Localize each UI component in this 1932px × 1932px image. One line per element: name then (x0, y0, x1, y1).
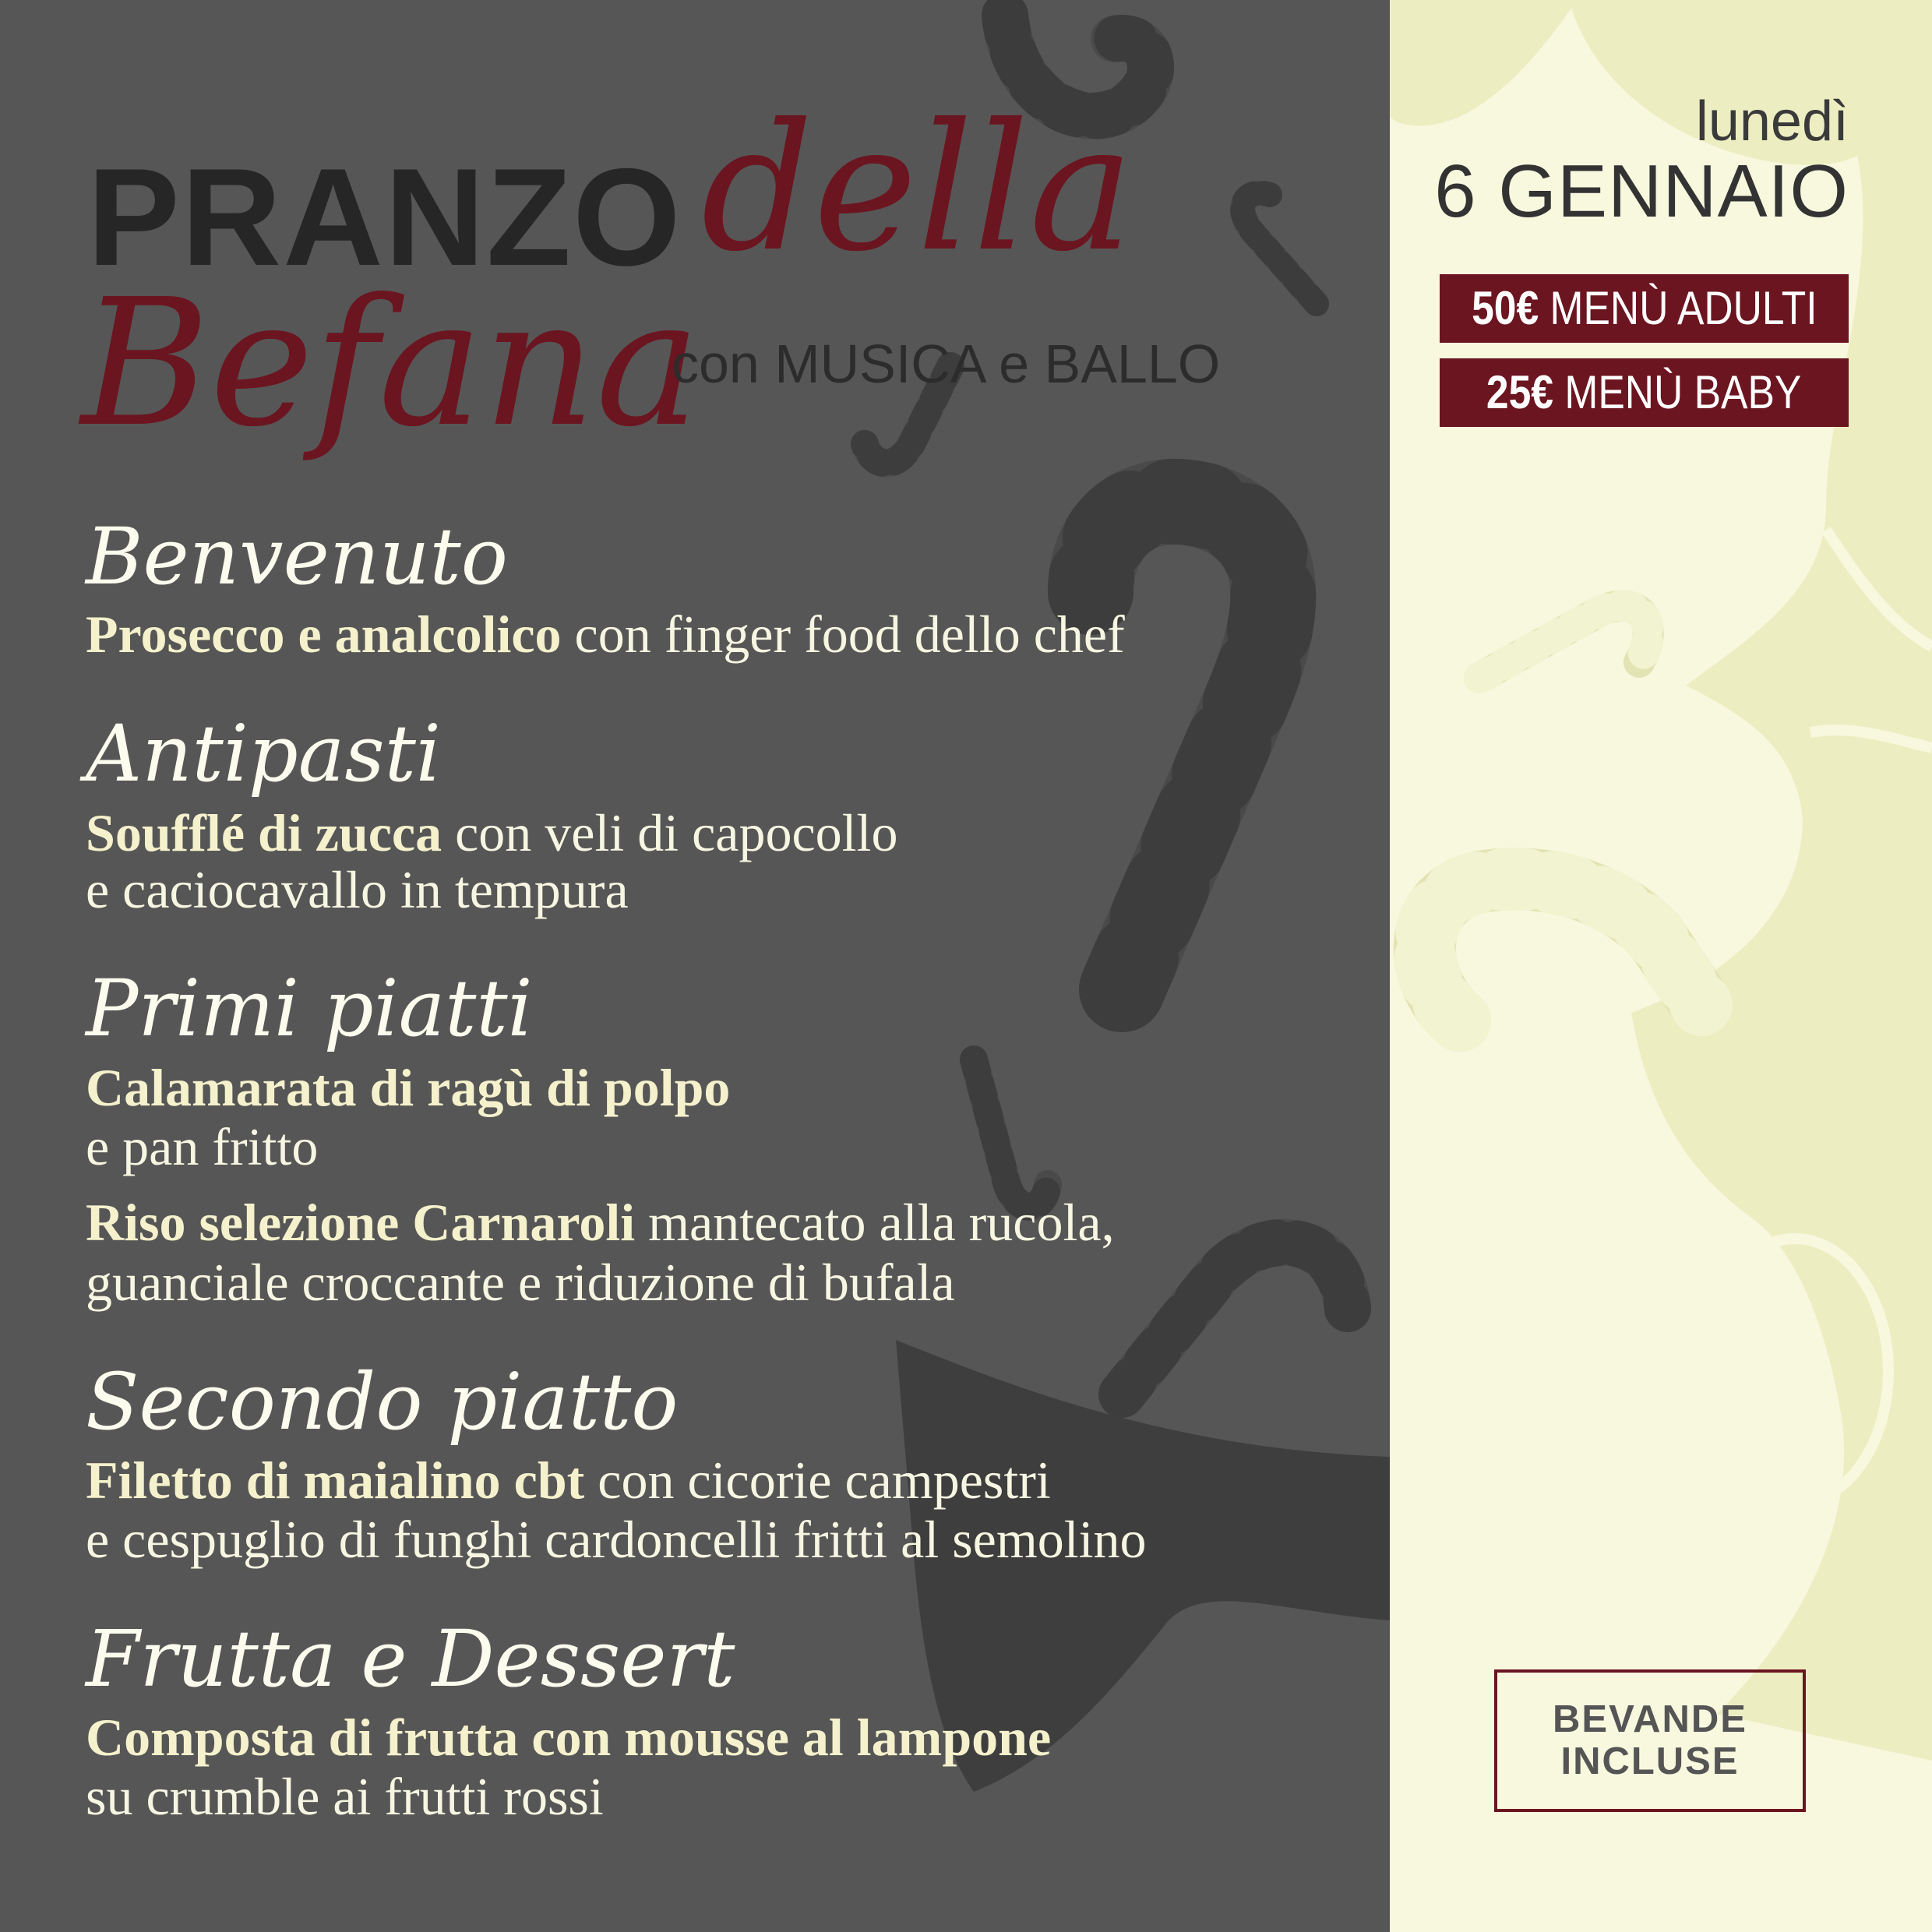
menu-item-primi-2 (86, 1193, 1115, 1252)
price-badge-baby (1440, 358, 1849, 427)
title-della: della (701, 86, 1134, 291)
menu-item-antipasti (86, 803, 898, 862)
menu-item-primi-1 (86, 1058, 731, 1117)
menu-item-secondo-line2: e cespuglio di funghi cardoncelli fritti al semolino (86, 1510, 1147, 1569)
title-pranzo: PRANZO (87, 139, 682, 294)
section-title-antipasti: Antipasti (86, 708, 441, 799)
title-befana: Befana (81, 262, 700, 466)
section-title-dessert: Frutta e Dessert (86, 1613, 735, 1705)
menu-item-desc: con finger food dello chef (561, 605, 1125, 664)
price-label: MENÙ BABY (1553, 366, 1802, 418)
menu-item-primi-1-line2: e pan fritto (86, 1117, 319, 1176)
menu-item-bold: Calamarata di ragù di polpo (86, 1058, 731, 1117)
price-label: MENÙ ADULTI (1538, 282, 1817, 334)
drinks-line1: BEVANDE (1553, 1698, 1747, 1740)
section-title-benvenuto: Benvenuto (86, 511, 508, 602)
price-amount: 25€ (1486, 366, 1554, 418)
menu-item-bold: Riso selezione Carnaroli (86, 1193, 636, 1252)
menu-item-desc: con veli di capocollo (442, 803, 898, 862)
menu-item-antipasti-line2: e caciocavallo in tempura (86, 860, 629, 919)
date-day-month: 6 GENNAIO (1434, 150, 1849, 233)
menu-item-desc: con cicorie campestri (584, 1451, 1051, 1510)
drinks-included-badge (1494, 1669, 1806, 1812)
drinks-line2: INCLUSE (1560, 1740, 1740, 1782)
menu-item-benvenuto (86, 605, 1125, 664)
menu-item-primi-2-line2: guanciale croccante e riduzione di bufala (86, 1253, 955, 1312)
menu-item-secondo (86, 1451, 1051, 1510)
menu-item-dessert (86, 1708, 1052, 1767)
price-badge-adulti (1440, 274, 1849, 343)
menu-item-dessert-line2: su crumble ai frutti rossi (86, 1767, 604, 1826)
menu-item-desc: mantecato alla rucola, (635, 1193, 1115, 1252)
date-weekday: lunedì (1695, 90, 1849, 153)
subtitle: con MUSICA e BALLO (672, 333, 1221, 394)
menu-item-bold: Filetto di maialino cbt (86, 1451, 585, 1510)
menu-item-bold: Composta di frutta con mousse al lampone (86, 1708, 1052, 1767)
menu-item-bold: Prosecco e analcolico (86, 605, 562, 664)
section-title-secondo: Secondo piatto (86, 1356, 679, 1447)
section-title-primi: Primi piatti (86, 963, 533, 1054)
menu-item-bold: Soufflé di zucca (86, 803, 442, 862)
price-amount: 50€ (1471, 282, 1539, 334)
